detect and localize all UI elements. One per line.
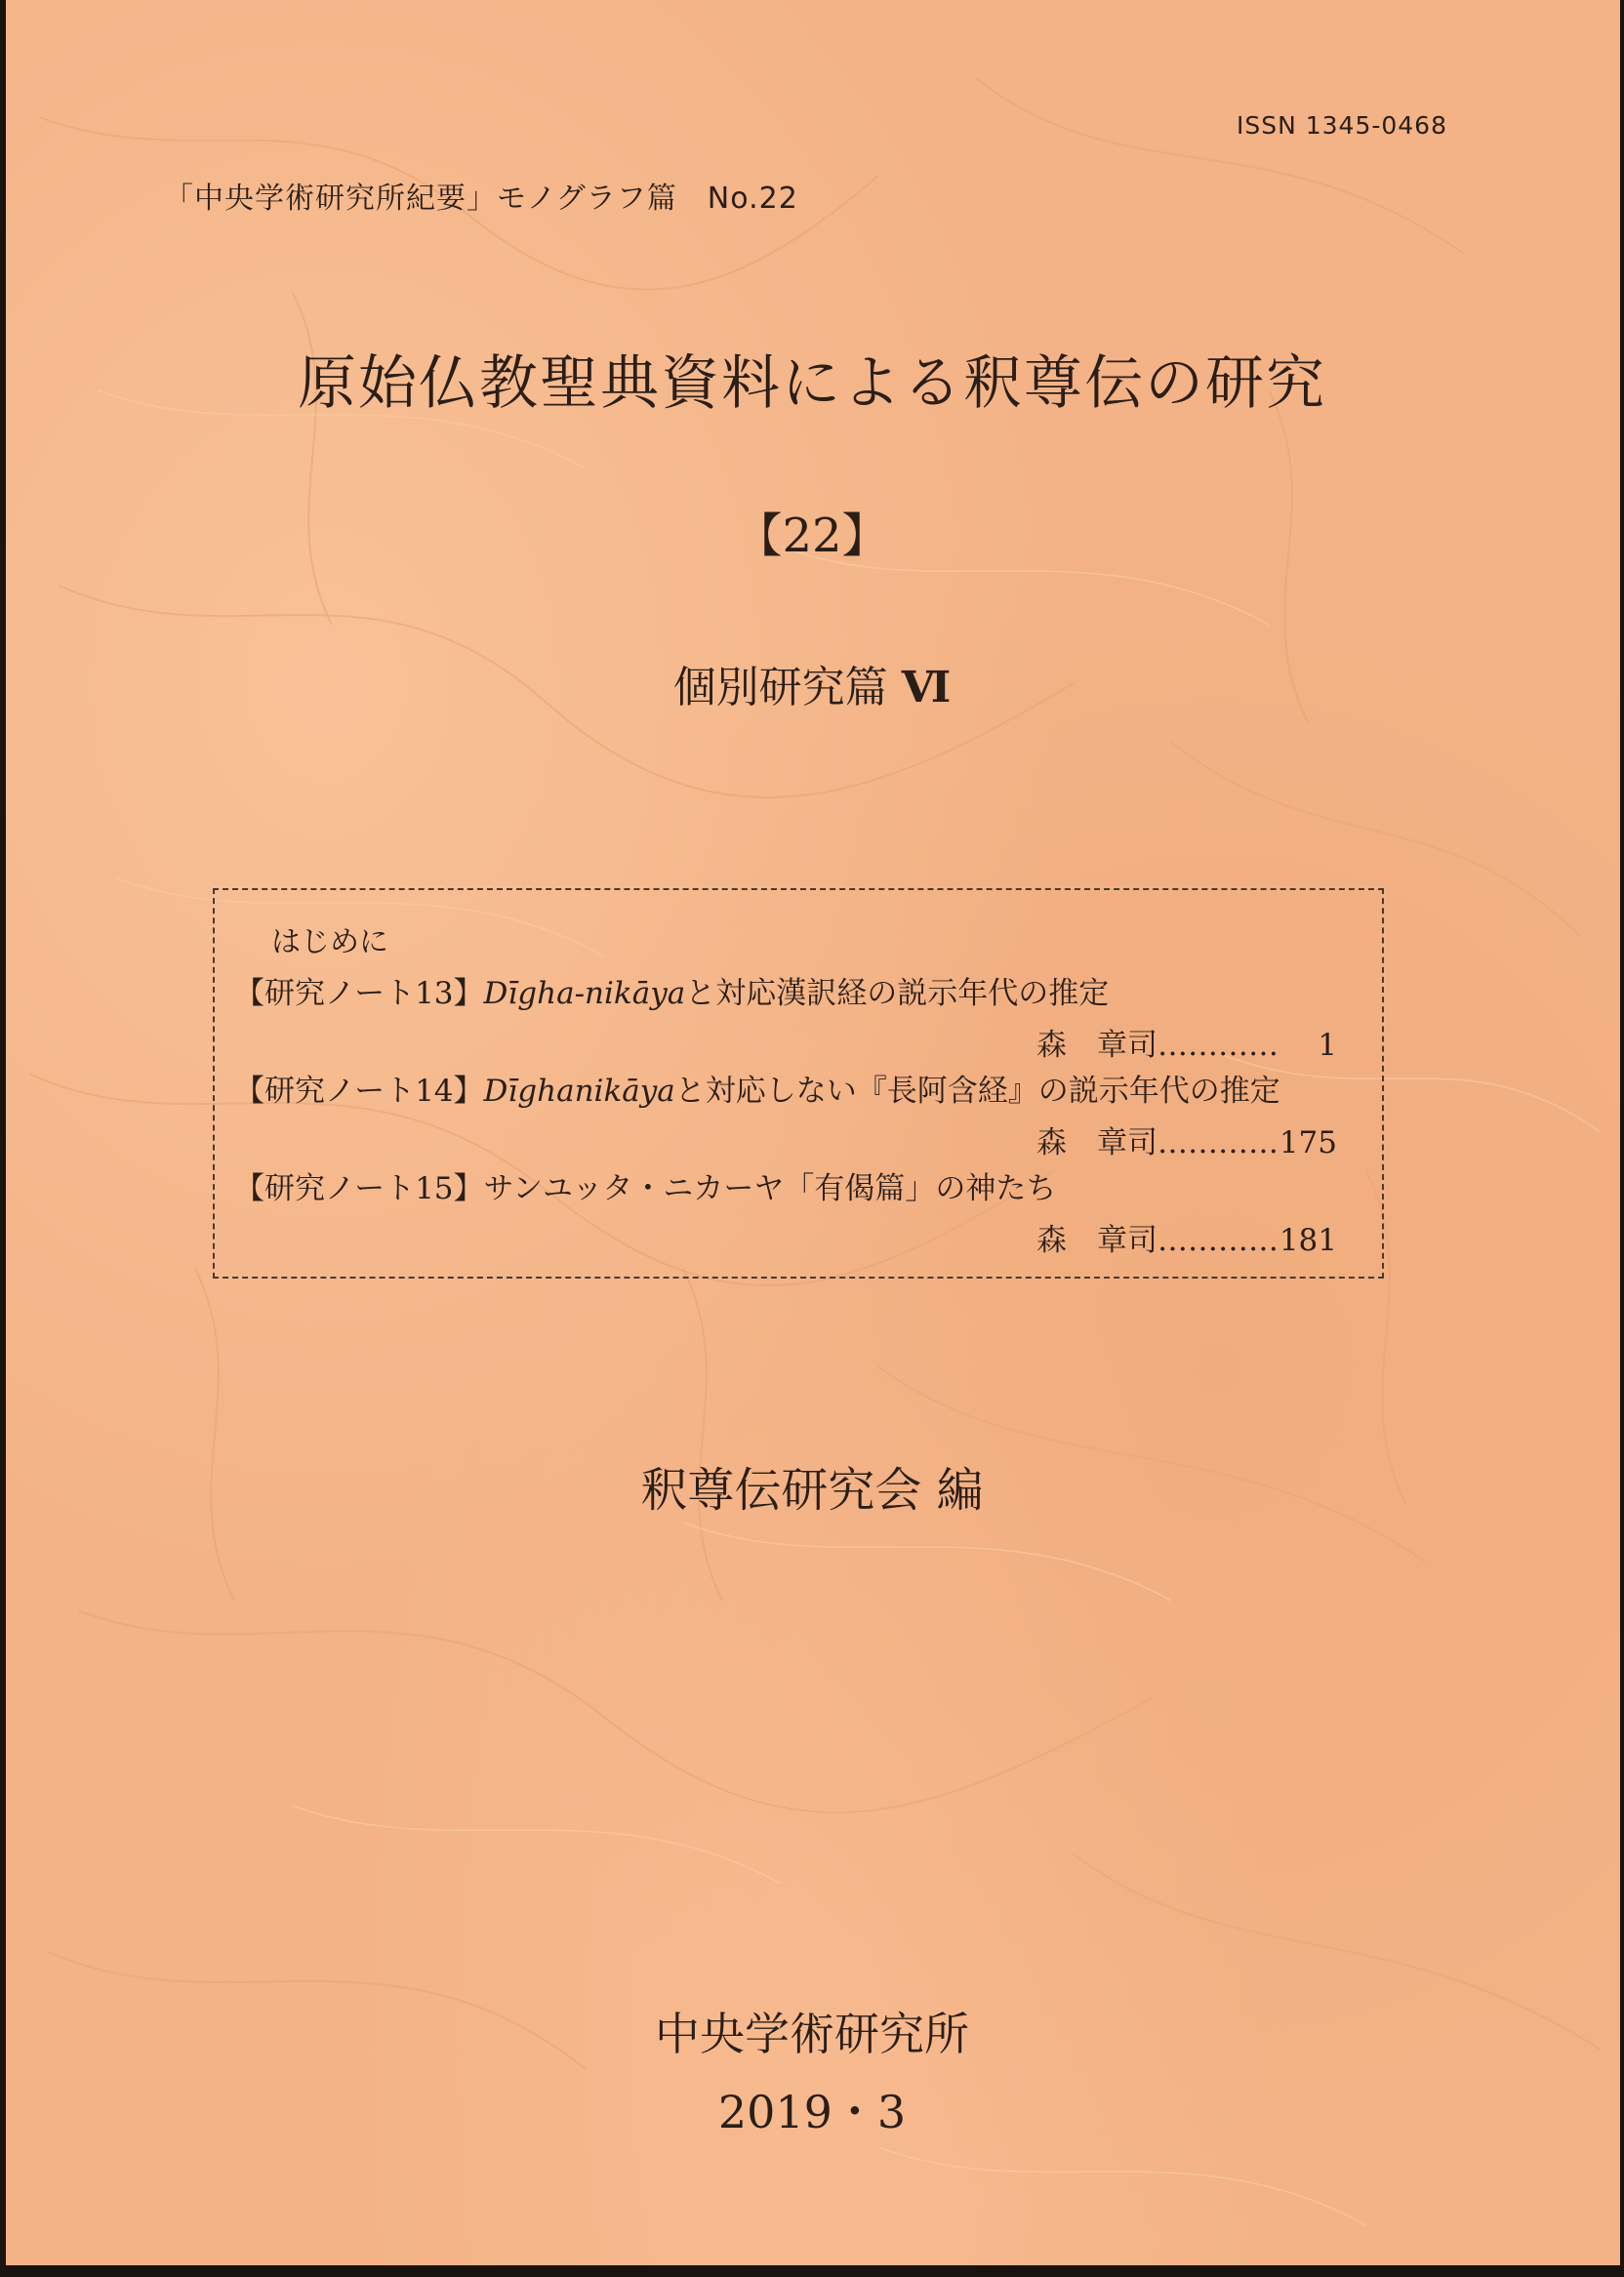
editor-credit: 釈尊伝研究会 編 [640, 1463, 984, 1518]
toc-entry-text: と対応しない『長阿含経』の説示年代の推定 [674, 1074, 1280, 1109]
issn-number: ISSN 1345-0468 [1236, 111, 1447, 140]
toc-intro: はじめに [271, 925, 388, 959]
toc-entry-italic: Dīghanikāya [483, 1074, 675, 1109]
series-title: 「中央学術研究所紀要」モノグラフ篇 No.22 [164, 182, 798, 216]
toc-entry-title [234, 1066, 1280, 1110]
toc-entry-italic: Dīgha-nikāya [483, 976, 686, 1011]
toc-page-number: 175 [1279, 1125, 1337, 1160]
toc-entry-label: 【研究ノート13】 [234, 976, 484, 1011]
toc-author-name: 森 章司………… [1036, 1223, 1279, 1258]
toc-entry-author [1036, 1215, 1337, 1259]
toc-entry-text: サンユッタ・ニカーヤ「有偈篇」の神たち [483, 1171, 1057, 1206]
toc-entry-author [1036, 1020, 1337, 1064]
publication-date: 2019・3 [717, 2086, 907, 2138]
toc-entry-title [234, 968, 1109, 1012]
toc-page-number: 1 [1318, 1028, 1337, 1063]
volume-number: 【22】 [735, 508, 889, 563]
toc-entry-label: 【研究ノート15】 [234, 1171, 484, 1206]
toc-entry-text: と対応漢訳経の説示年代の推定 [685, 976, 1110, 1011]
toc-entry-title [234, 1163, 1056, 1207]
toc-author-name: 森 章司………… [1036, 1028, 1279, 1063]
scan-edge-bottom [0, 2265, 1624, 2277]
table-of-contents [213, 888, 1384, 1279]
toc-entry-label: 【研究ノート14】 [234, 1074, 484, 1109]
book-title: 原始仏教聖典資料による釈尊伝の研究 [298, 349, 1326, 418]
toc-author-name: 森 章司………… [1036, 1125, 1279, 1160]
subtitle-roman-numeral: Ⅵ [901, 663, 952, 712]
toc-entry-author [1036, 1118, 1337, 1161]
toc-page-number: 181 [1279, 1223, 1337, 1258]
subtitle-text: 個別研究篇 [672, 663, 888, 712]
book-subtitle [0, 652, 1624, 714]
publisher-name: 中央学術研究所 [655, 2008, 969, 2060]
